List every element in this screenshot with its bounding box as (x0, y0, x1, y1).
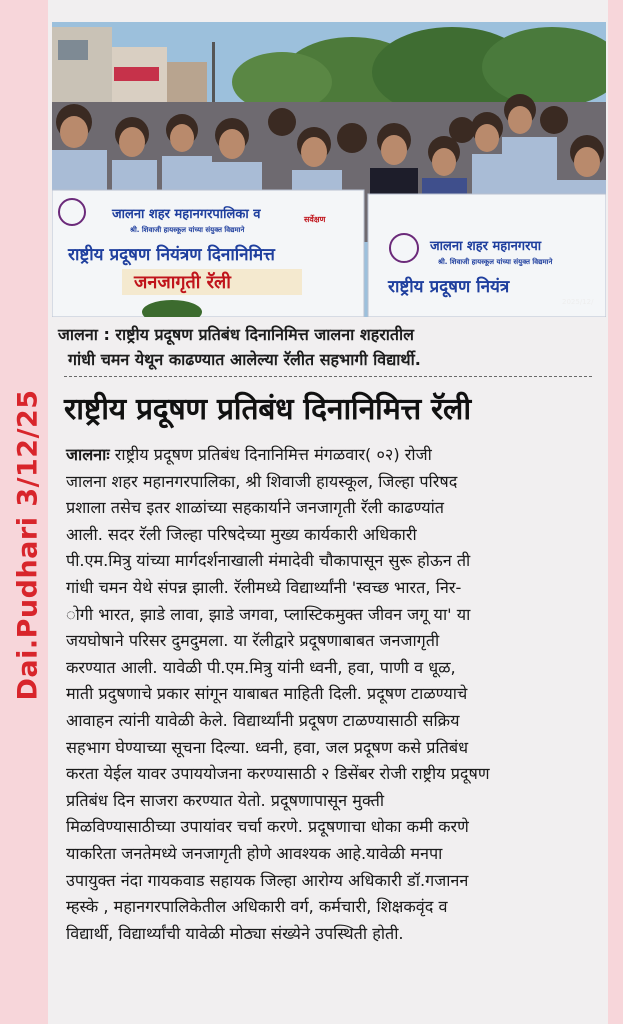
article-line-19: विद्यार्थी, विद्यार्थ्यांची यावेळी मोठ्या संख्येने उपस्थिती होती. (66, 923, 404, 943)
article-line-15: मिळविण्यासाठीच्या उपायांवर चर्चा करणे. प्रदूषणाचा धोका कमी करणे (66, 817, 469, 837)
rally-photo-illustration (52, 22, 606, 317)
svg-text:2025/12/: 2025/12/ (562, 298, 594, 306)
rally-photo (52, 22, 606, 317)
article-line-3: प्रशाला तसेच इतर शाळांच्या सहकार्याने जनजागृती रॅली काढण्यांत (66, 498, 445, 518)
article-line-1: जालनाः राष्ट्रीय प्रदूषण प्रतिबंध दिनानिमित्त मंगळवार( ०२) रोजी (66, 445, 432, 464)
svg-text:राष्ट्रीय प्रदूषण नियंत्रण दिन: राष्ट्रीय प्रदूषण नियंत्रण दिनानिमित्त (68, 245, 275, 265)
svg-text:श्री. शिवाजी हायस्कूल यांच्या: श्री. शिवाजी हायस्कूल यांच्या संयुक्त विद्यमाने (130, 226, 245, 234)
caption-line-2: गांधी चमन येथून काढण्यात आलेल्या रॅलीत सहभागी विद्यार्थी. (68, 350, 421, 369)
article-line-14: प्रतिबंध दिन साजरा करण्यात येतो. प्रदूषणापासून मुक्ती (66, 790, 385, 810)
svg-text:राष्ट्रीय प्रदूषण नियंत्र: राष्ट्रीय प्रदूषण नियंत्र (388, 277, 510, 297)
article-line-6: गांधी चमन येथे संपन्न झाली. रॅलीमध्ये विद्यार्थ्यांनी 'स्वच्छ भारत, निर- (66, 577, 462, 597)
article-line-18: म्हस्के , महानगरपालिकेतील अधिकारी वर्ग, कर्मचारी, शिक्षकवृंद व (66, 897, 448, 917)
article-line-13: करता येईल यावर उपाययोजना करण्यासाठी २ डिसेंबर रोजी राष्ट्रीय प्रदूषण (66, 764, 490, 784)
svg-text:सर्वेक्षण: सर्वेक्षण (304, 215, 326, 224)
svg-text:जनजागृती रॅली: जनजागृती रॅली (134, 272, 231, 293)
article-line-5: पी.एम.मित्रु यांच्या मार्गदर्शनाखाली मंमादेवी चौकापासून सुरू होऊन ती (66, 551, 471, 571)
article-line-11: आवाहन त्यांनी यावेळी केले. विद्यार्थ्यांनी प्रदूषण टाळण्यासाठी सक्रिय (66, 710, 460, 730)
article-line-7: ोगी भारत, झाडे लावा, झाडे जगवा, प्लास्टिकमुक्त जीवन जगू या' या (66, 604, 471, 624)
article-line-17: उपायुक्त नंदा गायकवाड सहायक जिल्हा आरोग्य अधिकारी डॉ.गजानन (66, 870, 469, 890)
article-headline: राष्ट्रीय प्रदूषण प्रतिबंध दिनानिमित्त रॅली (64, 392, 471, 427)
source-date-text: Dai.Pudhari 3/12/25 (12, 389, 44, 701)
article-dateline: जालनाः (66, 445, 110, 464)
article-line-8: जयघोषाने परिसर दुमदुमला. या रॅलीद्वारे प्रदूषणाबाबत जनजागृती (66, 631, 440, 651)
article-line-12: सहभाग घेण्याच्या सूचना दिल्या. ध्वनी, हवा, जल प्रदूषण कसे प्रतिबंध (66, 737, 469, 757)
article-body (66, 442, 606, 947)
article-line-16: याकरिता जनतेमध्ये जनजागृती होणे आवश्यक आहे.यावेळी मनपा (66, 843, 443, 863)
article-line-2: जालना शहर महानगरपालिका, श्री शिवाजी हायस्कूल, जिल्हा परिषद (66, 471, 458, 491)
caption-divider (64, 376, 592, 377)
article-line-4: आली. सदर रॅली जिल्हा परिषदेच्या मुख्य कार्यकारी अधिकारी (66, 524, 417, 544)
photo-caption (58, 322, 598, 372)
article-line-10: माती प्रदुषणाचे प्रकार सांगून याबाबत माहिती दिली. प्रदूषण टाळण्याचे (66, 684, 468, 704)
caption-line-1: जालना : राष्ट्रीय प्रदूषण प्रतिबंध दिनानिमित्त जालना शहरातील (58, 325, 415, 344)
svg-text:जालना शहर महानगरपालिका व: जालना शहर महानगरपालिका व (112, 207, 261, 222)
article-line-9: करण्यात आली. यावेळी पी.एम.मित्रु यांनी ध्वनी, हवा, पाणी व धूळ, (66, 657, 456, 677)
svg-text:जालना शहर महानगरपा: जालना शहर महानगरपा (430, 239, 542, 254)
svg-text:श्री. शिवाजी हायस्कूल यांच्या: श्री. शिवाजी हायस्कूल यांच्या संयुक्त विद्यमाने (438, 258, 553, 266)
